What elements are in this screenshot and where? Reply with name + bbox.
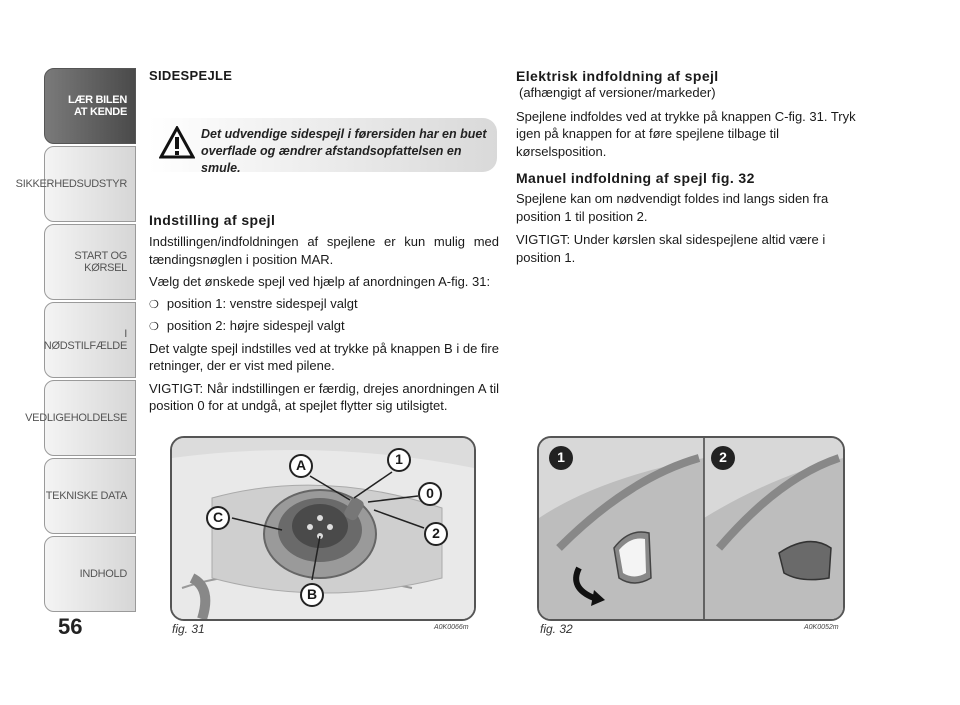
callout-label: 2 — [432, 525, 440, 541]
paragraph: Indstillingen/indfoldningen af spejlene er kun mulig med tændingsnøglen i position MAR. — [149, 234, 499, 267]
figure-32-code: A0K0052m — [804, 624, 839, 631]
callout-2 — [424, 522, 448, 551]
warning-box — [149, 118, 497, 175]
figure-32 — [537, 436, 845, 621]
callout-label: A — [295, 457, 307, 473]
callout-label: C — [212, 509, 224, 525]
section-title: SIDESPEJLE — [149, 68, 233, 83]
tab-label: VEDLIGEHOLDELSE — [25, 412, 127, 424]
callout-label: B — [306, 586, 318, 602]
subsection-title: Indstilling af spejl — [149, 212, 276, 228]
paragraph: Spejlene indfoldes ved at trykke på knappen C-fig. 31. Tryk igen på knappen for at føre spejlene tilbage til kørselsposition. — [516, 108, 856, 159]
warning-text: Det udvendige sidespejl i førersiden har en buet overflade og ændrer afstandsopfattelsen en smule. — [201, 127, 487, 175]
mirror-fold-illustration — [539, 438, 843, 619]
figure-31-code: A0K0066m — [434, 624, 469, 631]
tab-laer-bilen[interactable] — [44, 68, 136, 144]
tab-label: LÆR BILEN — [67, 94, 127, 106]
callout-label: 0 — [426, 485, 434, 501]
tab-indhold[interactable] — [44, 536, 136, 612]
figure-32-caption: fig. 32 — [540, 622, 573, 636]
callout-c — [206, 506, 230, 535]
left-body — [149, 212, 499, 415]
paragraph: VIGTIGT: Når indstillingen er færdig, drejes anordningen A til position 0 for at undgå, at spejlet flytter sig utilsigtet. — [149, 380, 499, 413]
bullet-item: ❍ position 1: venstre sidespejl valgt — [149, 295, 499, 315]
tab-vedligeholdelse[interactable] — [25, 380, 136, 456]
tab-label: TEKNISKE DATA — [45, 490, 127, 502]
tab-tekniske-data[interactable] — [44, 458, 136, 534]
badge-label: 2 — [719, 449, 727, 465]
paragraph: Vælg det ønskede spejl ved hjælp af anordningen A-fig. 31: — [149, 274, 491, 289]
note: (afhængigt af versioner/markeder) — [519, 85, 716, 100]
callout-0 — [418, 482, 442, 511]
warning-icon — [159, 126, 195, 160]
tab-start-og-korsel[interactable] — [44, 224, 136, 300]
tab-label: INDHOLD — [79, 568, 127, 580]
subsection-title: Elektrisk indfoldning af spejl — [516, 68, 719, 84]
subsection-title: Manuel indfoldning af spejl fig. 32 — [516, 170, 755, 186]
left-column — [149, 68, 499, 83]
callout-a — [289, 454, 313, 483]
tab-label: AT KENDE — [73, 106, 127, 118]
badge-label: 1 — [557, 449, 565, 465]
tab-i-nodstilfaelde[interactable] — [44, 302, 136, 378]
callout-b — [300, 583, 324, 612]
callout-label: 1 — [395, 451, 403, 467]
tab-label: SIKKERHEDSUDSTYR — [15, 178, 127, 190]
tab-label: START OG KØRSEL — [74, 250, 127, 274]
figure-31 — [170, 436, 476, 621]
paragraph: VIGTIGT: Under kørslen skal sidespejlene altid være i position 1. — [516, 232, 826, 265]
right-column — [516, 68, 866, 266]
tab-sikkerhedsudstyr[interactable] — [15, 146, 136, 222]
paragraph: Det valgte spejl indstilles ved at trykke på knappen B i de fire retninger, der er vist med pilene. — [149, 340, 499, 373]
bullet-item: ❍ position 2: højre sidespejl valgt — [149, 317, 499, 337]
page-number: 56 — [58, 614, 83, 639]
position-2-badge — [711, 446, 735, 475]
figure-31-caption: fig. 31 — [172, 622, 205, 636]
position-1-badge — [549, 446, 573, 475]
callout-1 — [387, 448, 411, 477]
tab-label: I NØDSTILFÆLDE — [43, 328, 127, 352]
paragraph: Spejlene kan om nødvendigt foldes ind langs siden fra position 1 til position 2. — [516, 191, 829, 224]
